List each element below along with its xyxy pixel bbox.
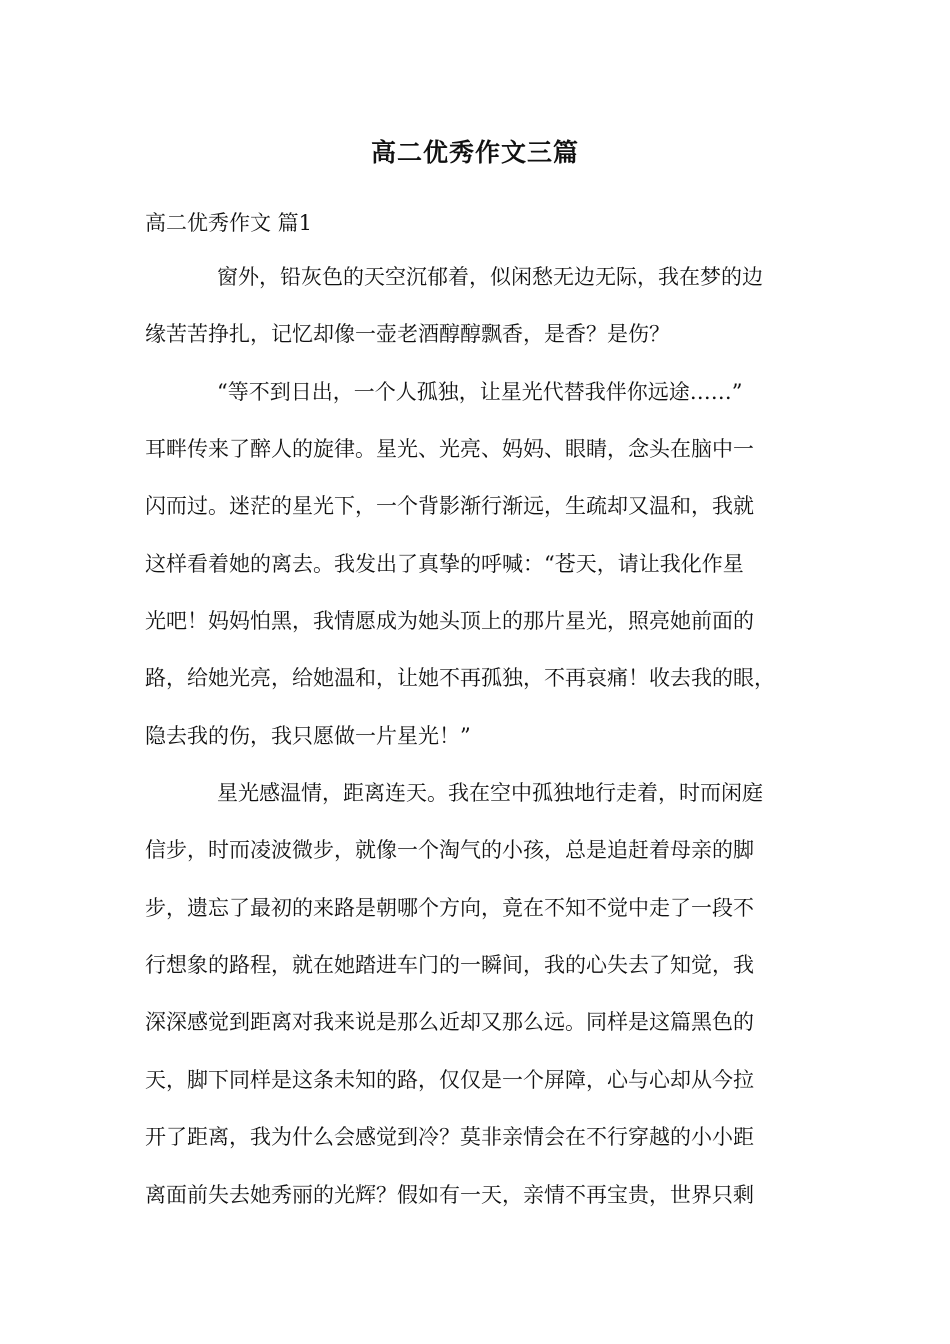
text-line: 光吧！妈妈怕黑，我情愿成为她头顶上的那片星光，照亮她前面的: [145, 609, 754, 634]
text-line: 信步，时而凌波微步，就像一个淘气的小孩，总是追赶着母亲的脚: [145, 838, 754, 863]
text-line: 这样看着她的离去。我发出了真挚的呼喊：“苍天，请让我化作星: [145, 551, 744, 576]
text-line: 开了距离，我为什么会感觉到冷？莫非亲情会在不行穿越的小小距: [145, 1125, 754, 1150]
section-heading: 高二优秀作文 篇1: [145, 211, 313, 235]
text-line: 耳畔传来了醉人的旋律。星光、光亮、妈妈、眼睛，念头在脑中一: [145, 437, 754, 462]
document-title: 高二优秀作文三篇: [370, 138, 579, 167]
text-line: 天，脚下同样是这条未知的路，仅仅是一个屏障，心与心却从今拉: [145, 1067, 754, 1092]
text-line: 窗外，铅灰色的天空沉郁着，似闲愁无边无际，我在梦的边: [217, 265, 763, 289]
text-line: 离面前失去她秀丽的光辉？假如有一天，亲情不再宝贵，世界只剩: [145, 1182, 754, 1207]
text-line: 隐去我的伤，我只愿做一片星光！”: [145, 723, 471, 748]
text-line: 步，遗忘了最初的来路是朝哪个方向，竟在不知不觉中走了一段不: [145, 895, 754, 920]
text-line: 星光感温情，距离连天。我在空中孤独地行走着，时而闲庭: [217, 781, 763, 806]
text-line: 缘苦苦挣扎，记忆却像一壶老酒醇醇飘香，是香？是伤？: [145, 322, 670, 347]
essay-body: [145, 256, 820, 1231]
text-line: 路，给她光亮，给她温和，让她不再孤独，不再哀痛！收去我的眼，: [145, 666, 775, 691]
text-line: 深深感觉到距离对我来说是那么近却又那么远。同样是这篇黑色的: [145, 1010, 754, 1035]
text-line: “等不到日出，一个人孤独，让星光代替我伴你远途……”: [217, 379, 743, 404]
text-line: 行想象的路程，就在她踏进车门的一瞬间，我的心失去了知觉，我: [145, 953, 754, 978]
text-line: 闪而过。迷茫的星光下，一个背影渐行渐远，生疏却又温和，我就: [145, 494, 754, 519]
